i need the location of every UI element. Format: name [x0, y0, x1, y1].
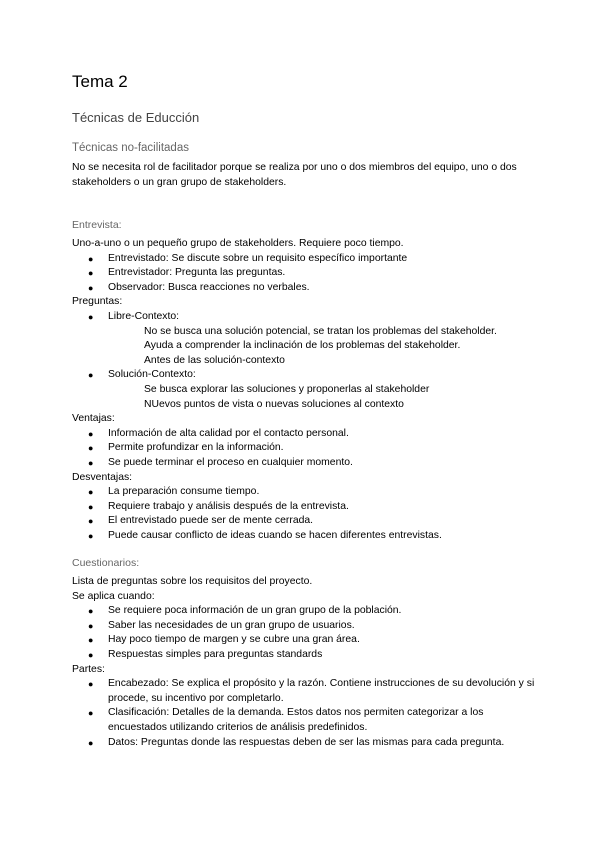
entrevista-description: Uno-a-uno o un pequeño grupo de stakeholders. Requiere poco tiempo. — [72, 238, 404, 249]
bullet-icon: ● — [88, 370, 94, 381]
bullet-icon: ● — [88, 443, 94, 454]
bullet-icon: ● — [88, 282, 94, 293]
section-heading: Técnicas no-facilitadas — [72, 142, 189, 154]
list-item: ● Observador: Busca reacciones no verbales. — [72, 281, 542, 296]
libre-item: Antes de las solución-contexto — [144, 354, 285, 366]
bullet-icon: ● — [88, 501, 94, 512]
libre-item: Ayuda a comprender la inclinación de los problemas del stakeholder. — [144, 340, 461, 352]
cuestionarios-description: Lista de preguntas sobre los requisitos del proyecto. — [72, 576, 313, 587]
bullet-icon: ● — [88, 457, 94, 468]
page-subtitle: Técnicas de Educción — [72, 110, 200, 125]
list-item: ● Información de alta calidad por el contacto personal. — [72, 427, 542, 442]
intro-paragraph: No se necesita rol de facilitador porque se realiza por uno o dos miembros del equipo, uno o dos stakeholders o un gran grupo de stakeholders. — [72, 162, 517, 188]
bullet-icon: ● — [88, 649, 94, 660]
bullet-icon: ● — [88, 516, 94, 527]
solucion-item: NUevos puntos de vista o nuevas soluciones al contexto — [144, 398, 404, 410]
list-item: ● Hay poco tiempo de margen y se cubre una gran área. — [72, 633, 542, 648]
bullet-icon: ● — [88, 268, 94, 279]
ventajas-label: Ventajas: — [72, 413, 115, 425]
bullet-icon: ● — [88, 679, 94, 690]
bullet-icon: ● — [88, 635, 94, 646]
list-item: ● Requiere trabajo y análisis después de la entrevista. — [72, 500, 542, 515]
list-item: ● Puede causar conflicto de ideas cuando se hacen diferentes entrevistas. — [72, 529, 542, 544]
bullet-icon: ● — [88, 530, 94, 541]
list-item: ● Solución-Contexto: — [72, 368, 542, 383]
partes-label: Partes: — [72, 663, 105, 675]
bullet-icon: ● — [88, 606, 94, 617]
solucion-item: Se busca explorar las soluciones y proponerlas al stakeholder — [144, 383, 430, 395]
entrevista-body — [72, 237, 542, 543]
desventajas-label: Desventajas: — [72, 471, 133, 483]
list-item: ● Permite profundizar en la información. — [72, 441, 542, 456]
list-item: ● Entrevistado: Se discute sobre un requisito específico importante — [72, 252, 542, 267]
bullet-icon: ● — [88, 428, 94, 439]
list-item: ● Entrevistador: Pregunta las preguntas. — [72, 266, 542, 281]
list-item: ● Se puede terminar el proceso en cualquier momento. — [72, 456, 542, 471]
list-item: ● Clasificación: Detalles de la demanda. Estos datos nos permiten categorizar a los encuestados utilizando criterios de análisis predefinidos. — [88, 707, 484, 733]
libre-item: No se busca una solución potencial, se tratan los problemas del stakeholder. — [144, 325, 497, 337]
list-item: ● Encabezado: Se explica el propósito y la razón. Contiene instrucciones de su devolución y si procede, su incentivo por completarlo. — [88, 678, 535, 704]
cuestionarios-body — [72, 575, 542, 750]
bullet-icon: ● — [88, 311, 94, 322]
bullet-icon: ● — [88, 620, 94, 631]
list-item: ● Se requiere poca información de un gran grupo de la población. — [72, 604, 542, 619]
list-item: ● Respuestas simples para preguntas standards — [72, 648, 542, 663]
bullet-icon: ● — [88, 253, 94, 264]
entrevista-heading: Entrevista: — [72, 219, 122, 231]
bullet-icon: ● — [88, 737, 94, 748]
list-item: ● La preparación consume tiempo. — [72, 485, 542, 500]
aplica-label: Se aplica cuando: — [72, 590, 155, 602]
bullet-icon: ● — [88, 708, 94, 719]
list-item: ● Libre-Contexto: — [72, 310, 542, 325]
bullet-icon: ● — [88, 487, 94, 498]
list-item: ● Saber las necesidades de un gran grupo de usuarios. — [72, 619, 542, 634]
list-item: ● El entrevistado puede ser de mente cerrada. — [72, 514, 542, 529]
page-title: Tema 2 — [72, 72, 128, 91]
cuestionarios-heading: Cuestionarios: — [72, 557, 140, 569]
list-item: ● Datos: Preguntas donde las respuestas deben de ser las mismas para cada pregunta. — [72, 736, 542, 751]
preguntas-label: Preguntas: — [72, 296, 123, 308]
